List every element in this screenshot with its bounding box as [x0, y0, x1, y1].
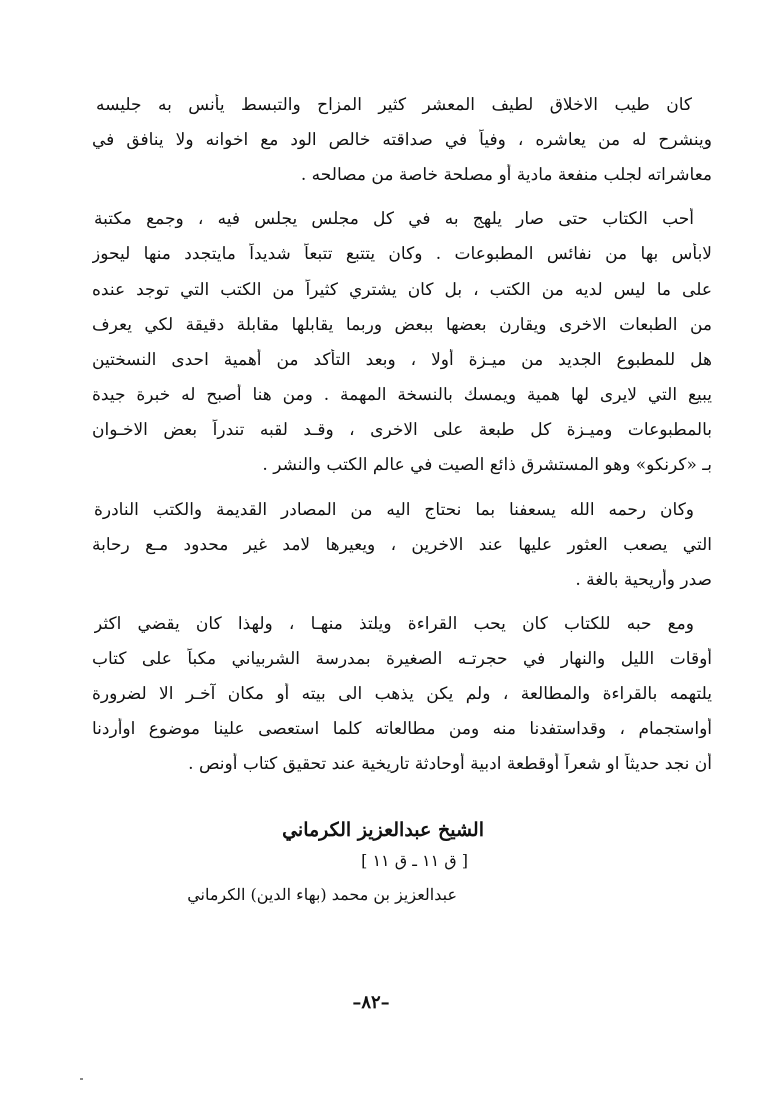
- entry-reference: [ ق ١١ ـ ق ١١ ]: [361, 851, 468, 870]
- paragraph-2-line-1: أحب الكتاب حتى صار يلهج به في كل مجلس يجلس فيه ، وجمع مكتبة: [94, 209, 694, 229]
- paragraph-2-line-8: بـ «كرنكو» وهو المستشرق ذائع الصيت في عالم الكتب والنشر .: [262, 455, 712, 475]
- page-number: –٨٢–: [352, 992, 390, 1013]
- paragraph-2-line-7: بالمطبوعات وميـزة كل طبعة على الاخرى ، وقـد لقبه تندراً بعض الاخـوان: [92, 420, 712, 440]
- paragraph-2-line-5: هل للمطبوع الجديد من ميـزة أولا ، وبعد التأكد من أهمية احدى النسختين: [92, 350, 712, 370]
- entry-full-name: عبدالعزيز بن محمد (بهاء الدين) الكرماني: [187, 885, 457, 904]
- paragraph-4-line-1: ومع حبه للكتاب كان يحب القراءة ويلتذ منهـا ، ولهذا كان يقضي اكثر: [94, 614, 694, 634]
- entry-title: الشيخ عبدالعزيز الكرماني: [282, 819, 484, 841]
- paragraph-4-line-4: أواستجمام ، وقداستفدنا منه ومن مطالعاته كلما استعصى علينا موضوع اوأردنا: [92, 719, 712, 739]
- paragraph-4-line-2: أوقات الليل والنهار في حجرتـه الصغيرة بمدرسة الشربياني مكباً على كتاب: [92, 649, 712, 669]
- paragraph-2-line-6: يبيع التي لايرى لها همية ويمسك بالنسخة المهمة . ومن هنا أصبح له خبرة جيدة: [92, 385, 712, 405]
- paragraph-4-line-3: يلتهمه بالقراءة والمطالعة ، ولم يكن يذهب الى بيته أو مكان آخـر الا لضرورة: [92, 684, 712, 704]
- paragraph-1-line-3: معاشراته لجلب منفعة مادية أو مصلحة خاصة من مصالحه .: [300, 165, 712, 185]
- paragraph-4-line-5: أن نجد حديثاً او شعراً أوقطعة ادبية أوحادثة تاريخية عند تحقيق كتاب أونص .: [188, 754, 712, 774]
- paragraph-2-line-4: من الطبعات الاخرى ويقارن بعضها ببعض وربما يقابلها مقابلة دقيقة لكي يعرف: [92, 315, 712, 335]
- paragraph-2-line-3: على ما ليس لديه من الكتب ، بل كان يشتري كثيراً من الكتب التي توجد عنده: [92, 280, 712, 300]
- paragraph-3-line-2: التي يصعب العثور عليها عند الاخرين ، ويعيرها لامد غير محدود مـع رحابة: [92, 535, 712, 555]
- paragraph-1-line-2: وينشرح له من يعاشره ، وفياً في صداقته خالص الود مع اخوانه ولا ينافق في: [92, 130, 712, 150]
- paragraph-2-line-2: لابأس بها من نفائس المطبوعات . وكان يتتبع تتبعاً شديداً مايتجدد منها ليحوز: [92, 244, 712, 264]
- paragraph-1-line-1: كان طيب الاخلاق لطيف المعشر كثير المزاح والتبسط يأنس به جليسه: [96, 95, 692, 115]
- paragraph-3-line-3: صدر وأريحية بالغة .: [575, 570, 712, 590]
- paragraph-3-line-1: وكان رحمه الله يسعفنا بما نحتاج اليه من المصادر القديمة والكتب النادرة: [94, 500, 694, 520]
- scan-speck: [80, 1078, 83, 1080]
